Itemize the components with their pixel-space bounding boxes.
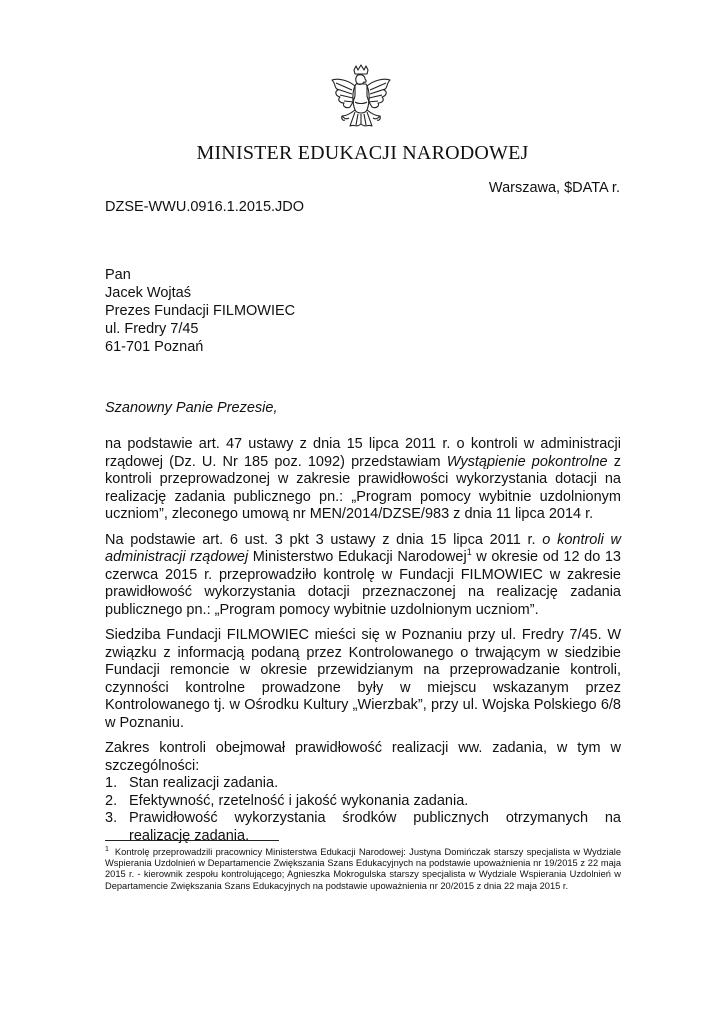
paragraph-3: Siedziba Fundacji FILMOWIEC mieści się w Poznaniu przy ul. Fredry 7/45. W związku z informacją podaną przez Kontrolowanego o trwającym w siedzibie Fundacji remoncie w okresie przewidzianym na przeprowadzanie kontroli, czynności kontrolne prowadzone były w miejscu wskazanym przez Kontrolowanego tj. w Ośrodku Kultury „Wierzbak”, przy ul. Wojska Polskiego 6/8 w Poznaniu.	[105, 627, 621, 731]
emphasis-text: Wystąpienie pokontrolne	[446, 453, 608, 470]
footnote-text: Kontrolę przeprowadzili pracownicy Ministerstwa Edukacji Narodowej: Justyna Domińczak starszy specjalista w Wydziale Wspierania Uzdolnień w Departamencie Zwiększania Szans Edukacyjnych na podstawie upoważnienia nr 19/2015 z 22 maja 2015 r. - kierownik zespołu kontrolującego; Agnieszka Mokrogulska starszy specjalista w Wydziale Wspierania Uzdolnień w Departamencie Zwiększania Szans Edukacyjnych na podstawie upoważnienia nr 20/2015 z dnia 22 maja 2015 r.	[105, 847, 621, 891]
paragraph-text: z kontroli przeprowadzonej w zakresie prawidłowości wykorzystania dotacji na realizację zadania publicznego pn.: „Program pomocy wybitnie uzdolnionym uczniom”, zleconego umową nr MEN/2014/DZSE/983 z dnia 11 lipca 2014 r.	[105, 453, 621, 522]
recipient-address	[105, 266, 295, 356]
list-item	[105, 793, 621, 811]
paragraph-2	[105, 532, 621, 620]
place-date: Warszawa, $DATA r.	[488, 180, 620, 196]
recipient-city: 61-701 Poznań	[105, 339, 204, 355]
list-text: Stan realizacji zadania.	[129, 775, 279, 791]
list-number: 2.	[105, 792, 118, 809]
emphasis-text: o kontroli w administracji rządowej	[105, 531, 621, 565]
paragraph-text: Na podstawie art. 6 ust. 3 pkt 3 ustawy z dnia 15 lipca 2011 r.	[105, 531, 543, 548]
recipient-line: Pan	[105, 267, 131, 283]
salutation: Szanowny Panie Prezesie,	[105, 400, 278, 416]
paragraph-text: w okresie od 12 do 13 czerwca 2015 r. przeprowadziło kontrolę w Fundacji FILMOWIEC w zakresie prawidłowość wykorzystania dotacji przeznaczonej na realizację zadania publicznego pn.: „Program pomocy wybitnie uzdolnionym uczniom”.	[105, 549, 621, 618]
scope-list	[105, 775, 621, 845]
list-text: Prawidłowość wykorzystania środków publicznych otrzymanych na realizację zadania.	[129, 810, 621, 844]
paragraph-text: na podstawie art. 47 ustawy z dnia 15 lipca 2011 r. o kontroli w administracji rządowej (Dz. U. Nr 185 poz. 1092) przedstawiam	[105, 436, 621, 470]
paragraph-4: Zakres kontroli obejmował prawidłowość realizacji ww. zadania, w tym w szczególności:	[105, 740, 621, 774]
polish-eagle-emblem-icon	[328, 64, 394, 140]
list-number: 1.	[105, 775, 118, 791]
ministry-title: MINISTER EDUKACJI NARODOWEJ	[196, 142, 529, 164]
reference-number: DZSE-WWU.0916.1.2015.JDO	[105, 199, 305, 215]
footnote-number: 1	[105, 845, 109, 853]
list-item	[105, 775, 621, 793]
footnote-divider	[105, 840, 279, 841]
paragraph-1	[105, 436, 621, 524]
footnote	[105, 847, 621, 892]
footnote-reference[interactable]: 1	[466, 547, 472, 558]
paragraph-text: Ministerstwo Edukacji Narodowej	[248, 549, 467, 565]
recipient-street: ul. Fredry 7/45	[105, 321, 199, 337]
recipient-name: Jacek Wojtaś	[105, 285, 191, 301]
recipient-position: Prezes Fundacji FILMOWIEC	[105, 303, 296, 319]
list-text: Efektywność, rzetelność i jakość wykonania zadania.	[129, 792, 469, 809]
letter-body	[105, 436, 621, 845]
list-number: 3.	[105, 810, 118, 826]
